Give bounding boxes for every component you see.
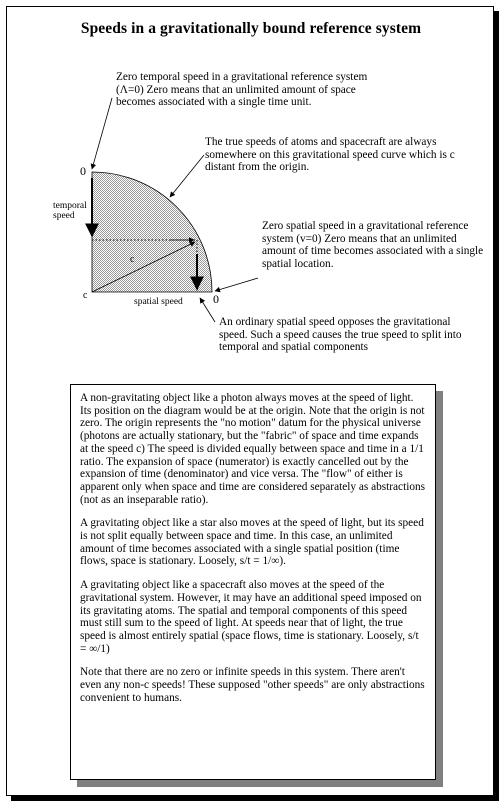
page-title: Speeds in a gravitationally bound reference system — [80, 20, 422, 37]
x-axis-label: spatial speed — [134, 297, 183, 307]
y-axis-label-line1: temporal — [53, 201, 87, 211]
paragraph-note: Note that there are no zero or infinite speeds in this system. There aren't even any non-c speeds! These supposed "other speeds" are only abstractions convenient to humans. — [80, 666, 425, 704]
paragraph-star: A gravitating object like a star also moves at the speed of light, but its speed is not split equally between space and time. In this case, an unlimited amount of time becomes associated with a single spatial position (time flows, space is stationary. Loosely, s/t = 1/∞). — [80, 517, 424, 568]
annotation-ordinary-speed: An ordinary spatial speed opposes the gravitational speed. Such a speed causes the true speed to split into temporal and spatial components — [219, 316, 462, 354]
annotation-true-speeds: The true speeds of atoms and spacecraft are always somewhere on this gravitational speed curve which is c distant from the origin. — [205, 136, 455, 174]
paragraph-photon: A non-gravitating object like a photon always moves at the speed of light. Its position on the diagram would be at the origin. Note that the origin is not zero. The origin represents the "no motion" datum for the physical universe (photons are actually stationary, but the "fabric" of space and time expands at the speed c) The speed is divided equally between space and time in a 1/1 ratio. The expansion of space (numerator) is exactly cancelled out by the expansion of time (denominator) and vice versa. The "flow" of either is apparent only when space and time are considered separately as abstractions (not as an inseparable ratio). — [80, 392, 426, 506]
callout-arrow-zero-temporal — [92, 98, 112, 169]
gravitational-speed-region — [92, 172, 212, 292]
radius-label: c — [130, 254, 135, 265]
right-zero-label: 0 — [213, 292, 219, 306]
annotation-zero-spatial: Zero spatial speed in a gravitational reference system (v=0) Zero means that an unlimited amount of time becomes associated with a single spatial location. — [262, 220, 484, 270]
top-zero-label: 0 — [80, 164, 86, 178]
y-axis-label-line2: speed — [53, 211, 75, 221]
callout-arrow-zero-spatial — [215, 278, 258, 291]
paragraph-spacecraft: A gravitating object like a spacecraft also moves at the speed of the gravitational system. However, it may have an additional speed imposed on its gravitating atoms. The spatial and temporal components of this speed must still sum to the speed of light. At speeds near that of light, the true speed is almost entirely spatial (space flows, time is stationary. Loosely, s/t = ∞/1) — [80, 579, 422, 655]
annotation-zero-temporal: Zero temporal speed in a gravitational reference system (Λ=0) Zero means that an unlimited amount of space becomes associated with a single time unit. — [116, 71, 368, 109]
callout-arrow-true-speeds — [170, 155, 204, 197]
explanation-box — [70, 384, 436, 780]
origin-label: c — [83, 290, 88, 301]
